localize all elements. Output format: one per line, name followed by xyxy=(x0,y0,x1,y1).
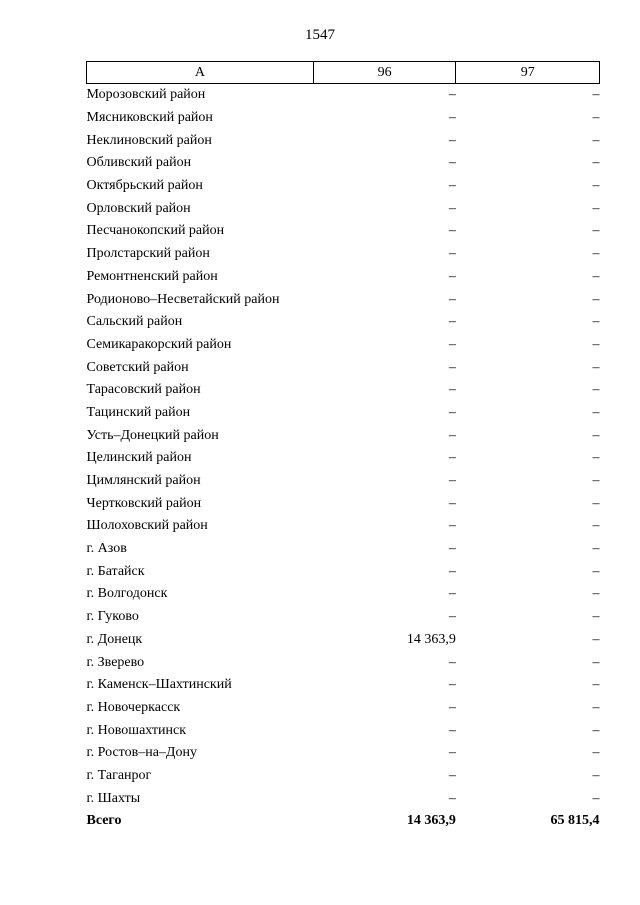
row-name: Орловский район xyxy=(86,200,191,216)
cell-value-96: – xyxy=(448,790,456,806)
header-col-96: 96 xyxy=(313,62,456,84)
table-row xyxy=(87,288,600,311)
cell-value-97: – xyxy=(592,609,600,625)
cell-value-96: – xyxy=(448,404,456,420)
row-name: Пролстарский район xyxy=(86,246,210,262)
header-col-97: 97 xyxy=(456,62,600,84)
row-name: г. Зверево xyxy=(86,654,145,670)
row-name: Морозовский район xyxy=(86,87,206,103)
table-body xyxy=(87,84,600,833)
cell-value-96: – xyxy=(448,110,456,126)
cell-value-96: – xyxy=(448,563,456,579)
cell-value-97: – xyxy=(592,404,600,420)
cell-value-97: – xyxy=(592,200,600,216)
cell-value-96: – xyxy=(448,268,456,284)
row-name: Шолоховский район xyxy=(86,518,208,534)
cell-value-96: – xyxy=(448,155,456,171)
cell-value-96: – xyxy=(448,223,456,239)
table-row xyxy=(87,107,600,130)
cell-value-97: – xyxy=(592,473,600,489)
table-row xyxy=(87,787,600,810)
table-row xyxy=(87,334,600,357)
row-name: г. Гуково xyxy=(86,609,139,625)
row-name: г. Донецк xyxy=(86,631,143,647)
cell-value-96: – xyxy=(448,178,456,194)
row-name: Родионово–Несветайский район xyxy=(86,291,280,307)
table-row xyxy=(87,742,600,765)
cell-value-96: – xyxy=(448,654,456,670)
row-name: Октябрьский район xyxy=(86,178,203,194)
table-row xyxy=(87,560,600,583)
total-value-97: 65 815,4 xyxy=(550,813,600,829)
cell-value-96: – xyxy=(448,336,456,352)
cell-value-96: – xyxy=(448,495,456,511)
cell-value-97: – xyxy=(592,87,600,103)
table-row xyxy=(87,311,600,334)
table-row xyxy=(87,447,600,470)
data-table xyxy=(86,61,600,833)
cell-value-96: – xyxy=(448,314,456,330)
cell-value-97: – xyxy=(592,631,600,647)
cell-value-97: – xyxy=(592,427,600,443)
cell-value-97: – xyxy=(592,223,600,239)
cell-value-96: – xyxy=(448,359,456,375)
table-row xyxy=(87,515,600,538)
cell-value-97: – xyxy=(592,246,600,262)
table-row xyxy=(87,356,600,379)
header-col-a: А xyxy=(87,62,314,84)
cell-value-96: – xyxy=(448,677,456,693)
cell-value-97: – xyxy=(592,450,600,466)
row-name: Мясниковский район xyxy=(86,110,213,126)
row-name: Неклиновский район xyxy=(86,132,212,148)
table-row xyxy=(87,129,600,152)
cell-value-96: – xyxy=(448,473,456,489)
cell-value-97: – xyxy=(592,359,600,375)
row-name: Целинский район xyxy=(86,450,192,466)
cell-value-97: – xyxy=(592,790,600,806)
table-row xyxy=(87,266,600,289)
table-row xyxy=(87,402,600,425)
row-name: Сальский район xyxy=(86,314,183,330)
cell-value-96: – xyxy=(448,450,456,466)
row-name: Тарасовский район xyxy=(86,382,201,398)
cell-value-96: – xyxy=(448,427,456,443)
cell-value-97: – xyxy=(592,518,600,534)
table-row xyxy=(87,765,600,788)
cell-value-97: – xyxy=(592,268,600,284)
total-label: Всего xyxy=(86,813,122,829)
cell-value-96: 14 363,9 xyxy=(406,631,456,647)
page-number: 1547 xyxy=(305,27,335,43)
table-header-row xyxy=(87,62,600,84)
table-row xyxy=(87,674,600,697)
cell-value-96: – xyxy=(448,699,456,715)
table-row xyxy=(87,197,600,220)
cell-value-97: – xyxy=(592,745,600,761)
table-row xyxy=(87,84,600,107)
cell-value-97: – xyxy=(592,722,600,738)
cell-value-97: – xyxy=(592,586,600,602)
row-name: г. Новочеркасск xyxy=(86,699,181,715)
cell-value-97: – xyxy=(592,110,600,126)
table-row xyxy=(87,629,600,652)
row-name: г. Азов xyxy=(86,541,127,557)
row-name: г. Ростов–на–Дону xyxy=(86,745,197,761)
table-row xyxy=(87,583,600,606)
cell-value-96: – xyxy=(448,745,456,761)
cell-value-96: – xyxy=(448,87,456,103)
table-row xyxy=(87,175,600,198)
row-name: Советский район xyxy=(86,359,189,375)
cell-value-96: – xyxy=(448,382,456,398)
cell-value-96: – xyxy=(448,246,456,262)
row-name: г. Каменск–Шахтинский xyxy=(86,677,232,693)
cell-value-97: – xyxy=(592,314,600,330)
cell-value-97: – xyxy=(592,563,600,579)
cell-value-97: – xyxy=(592,495,600,511)
table-row xyxy=(87,220,600,243)
cell-value-97: – xyxy=(592,382,600,398)
row-name: Тацинский район xyxy=(86,404,191,420)
row-name: Ремонтненский район xyxy=(86,268,218,284)
cell-value-97: – xyxy=(592,336,600,352)
cell-value-97: – xyxy=(592,767,600,783)
total-value-96: 14 363,9 xyxy=(406,813,456,829)
cell-value-97: – xyxy=(592,699,600,715)
cell-value-97: – xyxy=(592,155,600,171)
table-row xyxy=(87,719,600,742)
row-name: г. Батайск xyxy=(86,563,145,579)
cell-value-96: – xyxy=(448,291,456,307)
row-name: Чертковский район xyxy=(86,495,202,511)
cell-value-97: – xyxy=(592,291,600,307)
cell-value-97: – xyxy=(592,541,600,557)
table-row xyxy=(87,152,600,175)
table-row xyxy=(87,538,600,561)
table-row xyxy=(87,697,600,720)
table-row xyxy=(87,492,600,515)
cell-value-96: – xyxy=(448,722,456,738)
row-name: Усть–Донецкий район xyxy=(86,427,219,443)
cell-value-96: – xyxy=(448,609,456,625)
table-row xyxy=(87,424,600,447)
cell-value-96: – xyxy=(448,200,456,216)
cell-value-96: – xyxy=(448,767,456,783)
row-name: Песчанокопский район xyxy=(86,223,225,239)
total-row xyxy=(87,810,600,833)
cell-value-97: – xyxy=(592,654,600,670)
table-row xyxy=(87,470,600,493)
row-name: г. Таганрог xyxy=(86,767,152,783)
table-row xyxy=(87,651,600,674)
cell-value-96: – xyxy=(448,132,456,148)
table-row xyxy=(87,379,600,402)
row-name: Цимлянский район xyxy=(86,473,201,489)
row-name: г. Шахты xyxy=(86,790,141,806)
cell-value-97: – xyxy=(592,178,600,194)
row-name: г. Новошахтинск xyxy=(86,722,187,738)
table-row xyxy=(87,243,600,266)
row-name: Обливский район xyxy=(86,155,192,171)
row-name: г. Волгодонск xyxy=(86,586,168,602)
cell-value-96: – xyxy=(448,518,456,534)
row-name: Семикаракорский район xyxy=(86,336,232,352)
cell-value-97: – xyxy=(592,677,600,693)
cell-value-96: – xyxy=(448,586,456,602)
cell-value-96: – xyxy=(448,541,456,557)
table-row xyxy=(87,606,600,629)
cell-value-97: – xyxy=(592,132,600,148)
